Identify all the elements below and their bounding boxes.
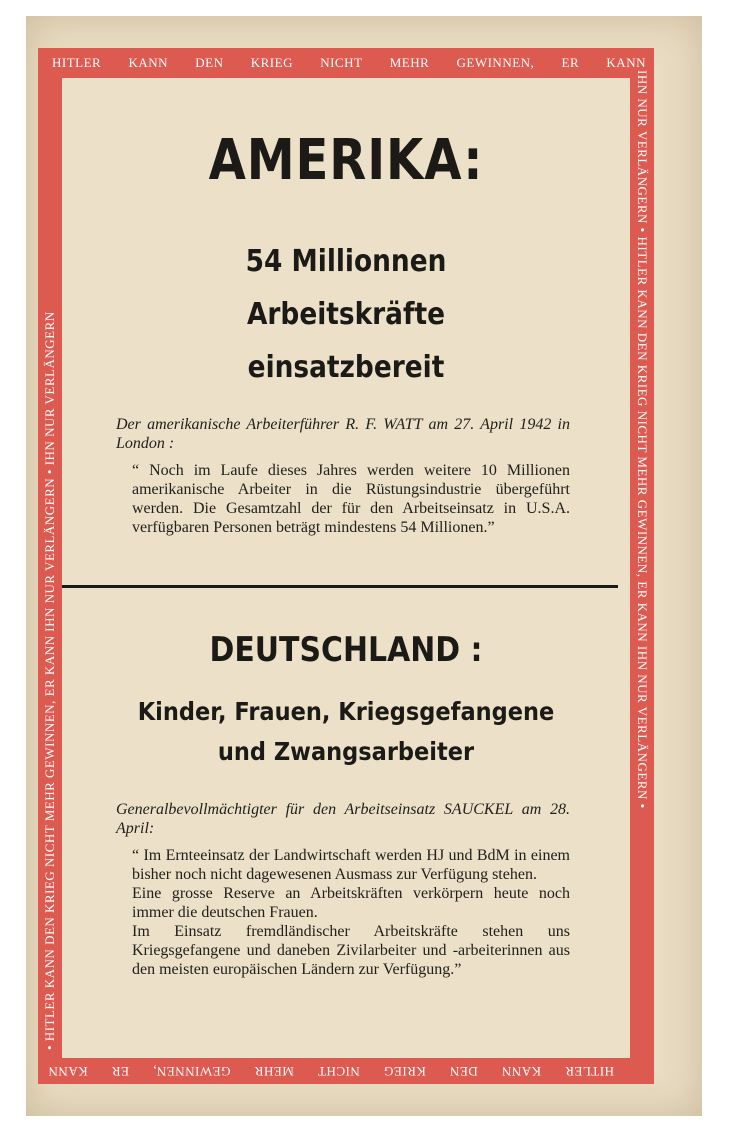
border-word: ER [111,1064,129,1079]
border-word: DEN [195,55,224,70]
section-divider [62,585,618,588]
border-text-right-label: IHN NUR VERLÄNGERN • HITLER KANN DEN KRIEG NICHT MEHR GEWINNEN, ER KANN IHN NUR VERLÄNGERN • [635,70,650,809]
america-heading: AMERIKA: [208,128,484,193]
germany-intro: Generalbevollmächtigter für den Arbeitseinsatz SAUCKEL am 28. April: [116,801,570,837]
america-quote: “ Noch im Laufe dieses Jahres werden weitere 10 Millionen amerikanische Arbeiter in die Rüstungsindustrie übergeführt werden. Die Gesamtzahl der für den Arbeitseinsatz in U.S.A. verfügbaren Personen beträgt mindestens 54 Millionen.” [132,462,570,536]
germany-quote-paragraph: Im Einsatz fremdländischer Arbeitskräfte stehen uns Kriegsgefangene und daneben Zivilarbeiter und -arbeiterinnen aus den meisten europäischen Ländern zur Verfügung.” [132,923,570,978]
germany-quote-block [116,800,570,979]
border-word: KANN [501,1064,542,1079]
border-word: NICHT [320,55,363,70]
border-text-left [38,90,62,1050]
border-word: DEN [449,1064,478,1079]
germany-heading: DEUTSCHLAND : [209,630,483,670]
border-word: KRIEG [250,55,293,70]
border-word: HITLER [564,1064,614,1079]
border-word: MEHR [389,55,430,70]
border-word: KANN [48,1064,88,1079]
america-subheading-line: einsatzbereit [247,350,445,385]
border-text-top [38,48,654,78]
germany-quote [116,846,570,979]
germany-quote-paragraph: “ Im Ernteeinsatz der Landwirtschaft werden HJ und BdM in einem bisher noch nicht dagewesenen Ausmass zur Verfügung stehen. [132,847,570,883]
border-text-right [630,70,654,1030]
border-text-left-label: • HITLER KANN DEN KRIEG NICHT MEHR GEWINNEN, ER KANN IHN NUR VERLÄNGERN • IHN NUR VERLÄNGERN [42,311,57,1050]
border-word: GEWINNEN, [456,55,535,70]
america-intro: Der amerikanische Arbeiterführer R. F. WATT am 27. April 1942 in London : [116,416,570,452]
border-word: NICHT [317,1064,360,1079]
america-subheading-line: 54 Millionnen [245,244,447,279]
germany-subheading-line: und Zwangsarbeiter [217,737,475,766]
border-word: KANN [128,55,169,70]
border-word: ER [561,55,580,70]
germany-quote-paragraph: Eine grosse Reserve an Arbeitskräften verkörpern heute noch immer die deutschen Frauen. [132,885,570,921]
germany-subheading-line: Kinder, Frauen, Kriegsgefangene [137,697,555,726]
border-word: KANN [606,55,646,70]
border-word: HITLER [52,55,102,70]
america-quote-block [116,415,570,537]
border-word: KRIEG [383,1064,426,1079]
america-subheading [96,235,596,394]
border-text-bottom [38,1058,654,1084]
america-subheading-line: Arbeitskräfte [246,297,446,332]
germany-subheading [90,692,601,772]
border-word: GEWINNEN, [152,1064,231,1079]
border-word: MEHR [254,1064,294,1079]
